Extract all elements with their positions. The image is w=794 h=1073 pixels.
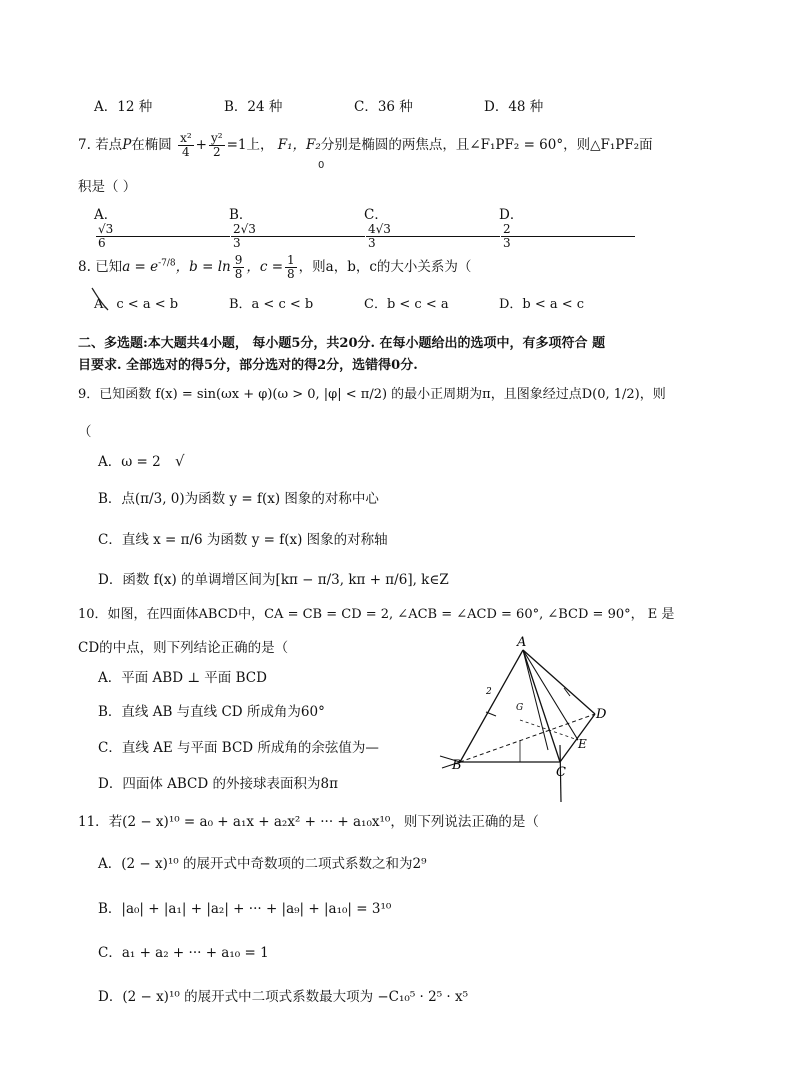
q11-option-b: B．|a₀| + |a₁| + |a₂| + ··· + |a₉| + |a₁₀| = 3¹⁰ [98,901,392,917]
q7-option-b: B．$\frac{2√3}{3}$ [229,203,364,250]
q10-option-a: A．平面 ABD ⊥ 平面 BCD [98,670,267,686]
stray-mark: 0 [318,160,325,171]
section2-heading-line1: 二、多选题:本大题共4小题， 每小题5分，共20分. 在每小题给出的选项中，有多项符合 题 [78,336,606,351]
label-c: C [556,765,566,780]
q7-options [94,203,714,250]
q7-stem-line2: 积是（ ） [78,179,137,195]
q10-option-d: D．四面体 ABCD 的外接球表面积为8π [98,776,338,792]
check-mark-icon: √ [175,452,185,470]
label-d: D [596,707,607,722]
q7-option-c: C．$\frac{4√3}{3}$ [364,203,499,250]
q8-option-a: A．c < a < b [94,297,179,312]
q9-stem: 9．已知函数 f(x) = sin(ωx + φ)(ω > 0, |φ| < π/2) 的最小正周期为π，且图象经过点D(0, 1/2)，则 [78,387,666,402]
q9-option-d: D．函数 f(x) 的单调增区间为[kπ − π/3, kπ + π/6], k∈Z [98,572,449,588]
q11-option-c: C．a₁ + a₂ + ··· + a₁₀ = 1 [98,945,269,961]
q11-stem: 11．若(2 − x)¹⁰ = a₀ + a₁x + a₂x² + ··· + a₁₀x¹⁰，则下列说法正确的是（ [78,814,539,830]
q9-paren: （ [78,424,92,440]
q8-option-b: B．a < c < b [229,297,314,312]
q7-frac-x: $\frac{\text{x²}}{4}$ [180,131,192,159]
q8-options [94,293,714,312]
q10-stem: 10．如图，在四面体ABCD中，CA = CB = CD = 2, ∠ACB = ∠ACD = 60°, ∠BCD = 90°， E 是 [78,607,675,622]
label-two: 2 [486,687,492,697]
q6-option-c: C．36 种 [354,99,413,115]
q11-option-d: D．(2 − x)¹⁰ 的展开式中二项式系数最大项为 −C₁₀⁵ · 2⁵ · x⁵ [98,989,469,1005]
q9-option-c: C．直线 x = π/6 为函数 y = f(x) 图象的对称轴 [98,532,388,548]
q10-stem-line2: CD的中点，则下列结论正确的是（ [78,640,289,656]
q7-option-d: D．$\frac{2}{3}$ [499,203,634,250]
label-e: E [578,737,587,751]
q9-option-a: A．ω = 2 √ [98,452,185,470]
section2-heading-line2: 目要求. 全部选对的得5分，部分选对的得2分，选错得0分. [78,358,418,373]
q8-stem: 8. 已知$a = e^{-7/8}$，b = ln $\frac{9}{8}$ ，c = $\frac{1}{8}$ ，则a，b，c的大小关系为（ [78,253,472,281]
q7-frac-y: $\frac{\text{y²}}{2}$ [210,131,223,159]
q8-option-d: D．b < a < c [499,297,585,312]
q6-option-d: D．48 种 [484,99,544,115]
handwritten-mark [86,284,116,314]
q6-option-a: A．12 种 [94,99,153,115]
tetrahedron-figure [430,630,630,805]
label-a: A [517,635,527,650]
label-g: G [516,703,524,713]
q9-option-b: B．点(π/3, 0)为函数 y = f(x) 图象的对称中心 [98,491,379,507]
q7-option-a: A．$\frac{√3}{6}$ [94,203,229,250]
q6-options [94,95,714,115]
q10-option-b: B．直线 AB 与直线 CD 所成角为60° [98,704,325,720]
q6-option-b: B．24 种 [224,99,283,115]
label-b: B [452,758,462,773]
q10-option-c: C．直线 AE 与平面 BCD 所成角的余弦值为— [98,740,379,756]
q8-option-c: C．b < c < a [364,297,449,312]
q7-stem: 7. 若点P在椭圆 $\frac{\text{x²}}{4}$ + $\frac{\text{y²}}{2}$ =1上， F₁，F₂分别是椭圆的两焦点，且∠F₁PF₂ = 60°，则△F₁PF₂面 [78,131,653,159]
q11-option-a: A．(2 − x)¹⁰ 的展开式中奇数项的二项式系数之和为2⁹ [98,856,427,872]
